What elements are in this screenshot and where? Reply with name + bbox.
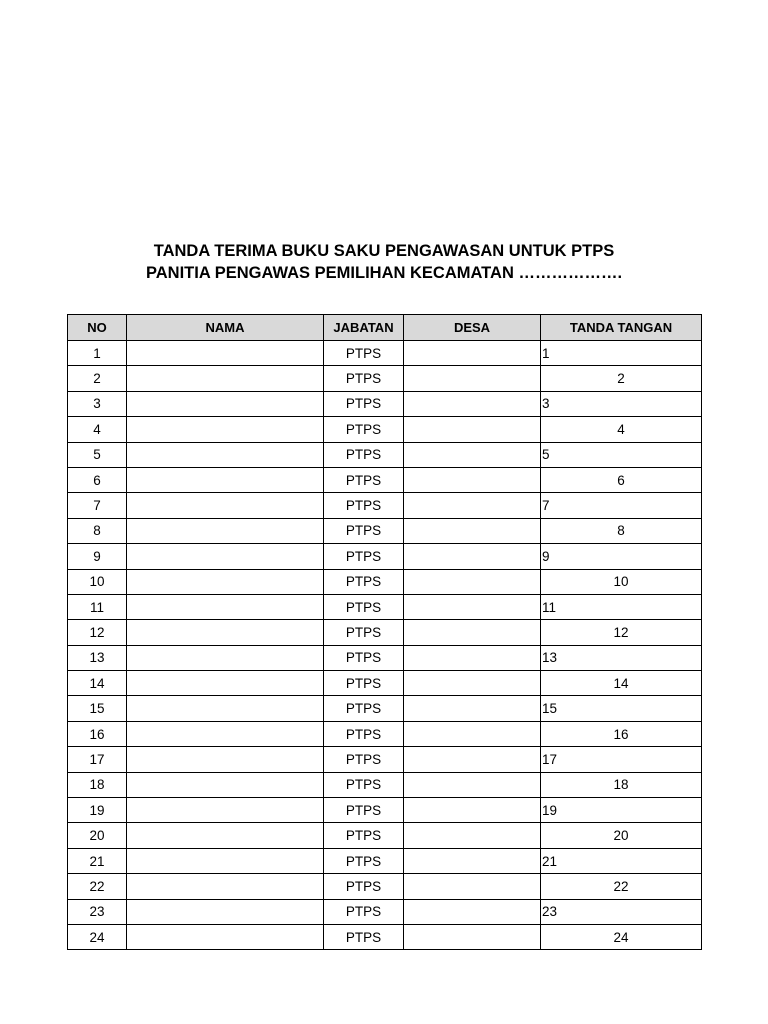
row-number: 9 [68,544,127,569]
position-cell: PTPS [324,645,404,670]
village-cell [404,594,541,619]
position-cell: PTPS [324,671,404,696]
signature-cell: 11 [541,594,702,619]
row-number: 3 [68,391,127,416]
signature-cell: 6 [541,467,702,492]
row-number: 19 [68,798,127,823]
signature-cell: 18 [541,772,702,797]
village-cell [404,467,541,492]
name-cell [127,366,324,391]
table-row [68,544,702,569]
signature-cell: 7 [541,493,702,518]
signature-cell: 9 [541,544,702,569]
row-number: 20 [68,823,127,848]
village-cell [404,544,541,569]
name-cell [127,645,324,670]
table-row [68,899,702,924]
table-row [68,696,702,721]
table-row [68,645,702,670]
table-row [68,747,702,772]
table-row [68,721,702,746]
signature-cell: 4 [541,417,702,442]
name-cell [127,721,324,746]
name-cell [127,772,324,797]
name-cell [127,417,324,442]
row-number: 12 [68,620,127,645]
row-number: 13 [68,645,127,670]
position-cell: PTPS [324,594,404,619]
position-cell: PTPS [324,467,404,492]
name-cell [127,594,324,619]
signature-cell: 24 [541,924,702,949]
name-cell [127,899,324,924]
header-jabatan: JABATAN [324,315,404,341]
row-number: 16 [68,721,127,746]
row-number: 24 [68,924,127,949]
village-cell [404,366,541,391]
table-row [68,620,702,645]
table-row [68,391,702,416]
signature-cell: 2 [541,366,702,391]
name-cell [127,341,324,366]
position-cell: PTPS [324,721,404,746]
village-cell [404,899,541,924]
signature-cell: 12 [541,620,702,645]
document-subtitle: PANITIA PENGAWAS PEMILIHAN KECAMATAN ………………. [145,264,623,282]
village-cell [404,747,541,772]
row-number: 6 [68,467,127,492]
row-number: 2 [68,366,127,391]
position-cell: PTPS [324,417,404,442]
village-cell [404,696,541,721]
row-number: 5 [68,442,127,467]
position-cell: PTPS [324,569,404,594]
village-cell [404,874,541,899]
name-cell [127,391,324,416]
row-number: 7 [68,493,127,518]
position-cell: PTPS [324,620,404,645]
name-cell [127,518,324,543]
signature-cell: 15 [541,696,702,721]
table-row [68,493,702,518]
name-cell [127,874,324,899]
signature-cell: 16 [541,721,702,746]
village-cell [404,848,541,873]
name-cell [127,848,324,873]
table-row [68,848,702,873]
name-cell [127,747,324,772]
table-row [68,798,702,823]
row-number: 21 [68,848,127,873]
signature-cell: 3 [541,391,702,416]
signature-cell: 19 [541,798,702,823]
table-row [68,467,702,492]
signature-cell: 14 [541,671,702,696]
signature-cell: 8 [541,518,702,543]
row-number: 14 [68,671,127,696]
table-row [68,569,702,594]
table-row [68,594,702,619]
position-cell: PTPS [324,798,404,823]
table-row [68,924,702,949]
table-row [68,671,702,696]
name-cell [127,823,324,848]
position-cell: PTPS [324,518,404,543]
name-cell [127,620,324,645]
position-cell: PTPS [324,493,404,518]
position-cell: PTPS [324,442,404,467]
village-cell [404,442,541,467]
village-cell [404,620,541,645]
header-tanda-tangan: TANDA TANGAN [541,315,702,341]
name-cell [127,924,324,949]
header-nama: NAMA [127,315,324,341]
village-cell [404,823,541,848]
village-cell [404,391,541,416]
signature-cell: 20 [541,823,702,848]
receipt-table [67,314,702,950]
name-cell [127,671,324,696]
name-cell [127,798,324,823]
name-cell [127,569,324,594]
table-row [68,442,702,467]
village-cell [404,671,541,696]
signature-cell: 1 [541,341,702,366]
position-cell: PTPS [324,341,404,366]
position-cell: PTPS [324,544,404,569]
row-number: 18 [68,772,127,797]
row-number: 17 [68,747,127,772]
row-number: 8 [68,518,127,543]
position-cell: PTPS [324,772,404,797]
position-cell: PTPS [324,391,404,416]
position-cell: PTPS [324,823,404,848]
village-cell [404,924,541,949]
signature-cell: 21 [541,848,702,873]
row-number: 1 [68,341,127,366]
signature-cell: 22 [541,874,702,899]
village-cell [404,341,541,366]
row-number: 22 [68,874,127,899]
signature-cell: 23 [541,899,702,924]
header-no: NO [68,315,127,341]
village-cell [404,518,541,543]
village-cell [404,417,541,442]
row-number: 10 [68,569,127,594]
signature-cell: 5 [541,442,702,467]
row-number: 15 [68,696,127,721]
table-header-row [68,315,702,341]
name-cell [127,544,324,569]
village-cell [404,772,541,797]
document-title: TANDA TERIMA BUKU SAKU PENGAWASAN UNTUK PTPS [153,242,615,260]
row-number: 23 [68,899,127,924]
name-cell [127,696,324,721]
table-row [68,874,702,899]
row-number: 4 [68,417,127,442]
village-cell [404,645,541,670]
village-cell [404,798,541,823]
table-row [68,417,702,442]
village-cell [404,721,541,746]
table-row [68,518,702,543]
table-body [68,341,702,950]
position-cell: PTPS [324,366,404,391]
position-cell: PTPS [324,874,404,899]
table-row [68,366,702,391]
table-row [68,772,702,797]
name-cell [127,467,324,492]
signature-cell: 10 [541,569,702,594]
row-number: 11 [68,594,127,619]
position-cell: PTPS [324,747,404,772]
position-cell: PTPS [324,899,404,924]
header-desa: DESA [404,315,541,341]
position-cell: PTPS [324,696,404,721]
position-cell: PTPS [324,848,404,873]
signature-cell: 17 [541,747,702,772]
name-cell [127,442,324,467]
village-cell [404,493,541,518]
position-cell: PTPS [324,924,404,949]
village-cell [404,569,541,594]
table-row [68,341,702,366]
name-cell [127,493,324,518]
signature-cell: 13 [541,645,702,670]
table-row [68,823,702,848]
